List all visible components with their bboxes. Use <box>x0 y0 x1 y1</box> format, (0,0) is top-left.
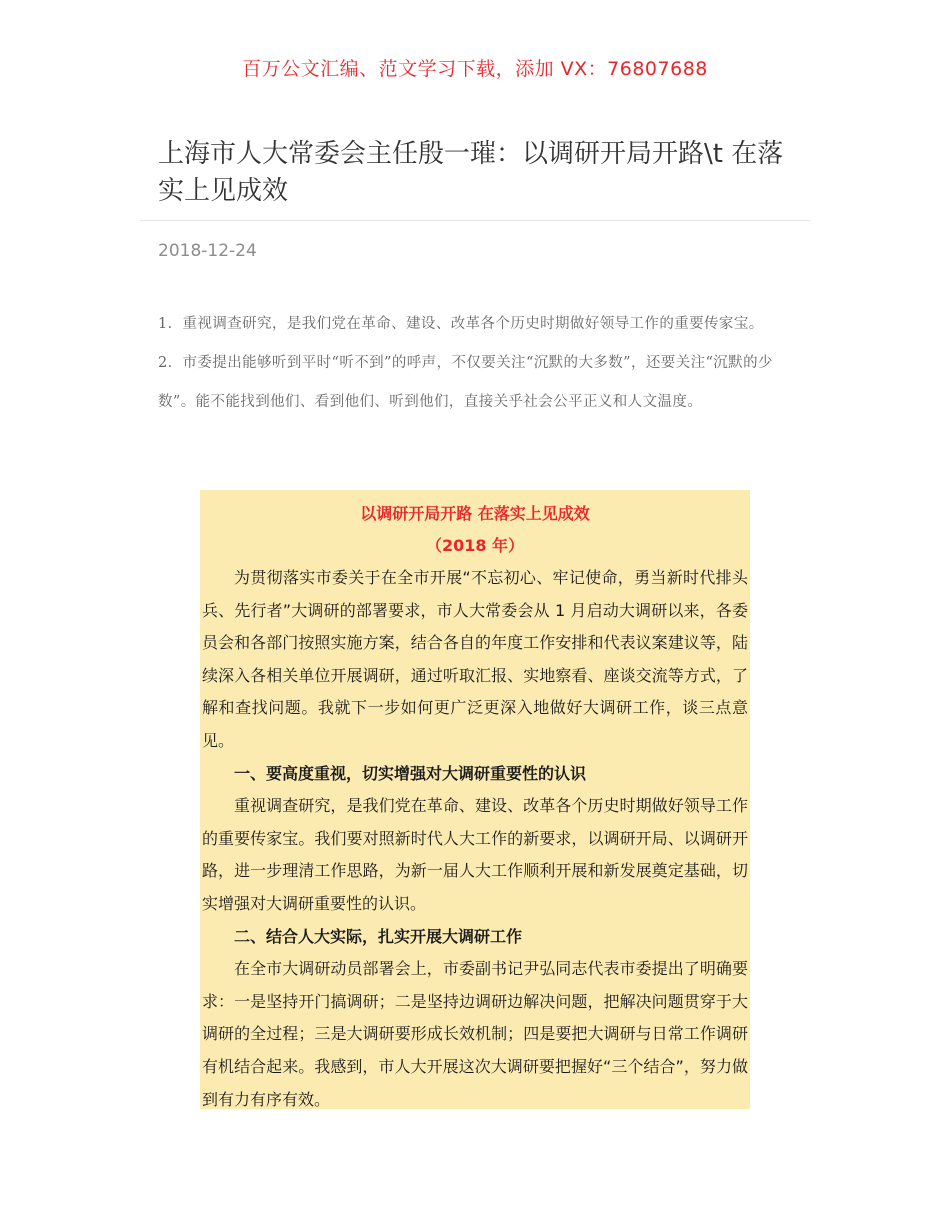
article-title: 上海市人大常委会主任殷一璀：以调研开局开路\t 在落实上见成效 <box>158 139 784 206</box>
summary-item: 2．市委提出能够听到平时“听不到”的呼声，不仅要关注“沉默的大多数”，还要关注“沉默的少数”。能不能找到他们、看到他们、听到他们，直接关乎社会公平正义和人文温度。 <box>158 355 773 410</box>
notice-title: 以调研开局开路 在落实上见成效 <box>360 504 590 523</box>
summary-item: 1．重视调查研究，是我们党在革命、建设、改革各个历史时期做好领导工作的重要传家宝。 <box>158 316 764 332</box>
highlighted-notice-box <box>200 490 750 1109</box>
notice-section-heading: 一、要高度重视，切实增强对大调研重要性的认识 <box>234 763 587 783</box>
promo-banner: 百万公文汇编、范文学习下载，添加 VX：76807688 <box>242 58 708 80</box>
notice-year: （2018 年） <box>425 536 525 555</box>
notice-paragraph: 重视调查研究，是我们党在革命、建设、改革各个历史时期做好领导工作的重要传家宝。我们要对照新时代人大工作的新要求，以调研开局、以调研开路，进一步理清工作思路，为新一届人大工作顺利开展和新发展奠定基础，切实增强对大调研重要性的认识。 <box>202 796 748 913</box>
notice-paragraph: 为贯彻落实市委关于在全市开展“不忘初心、牢记使命，勇当新时代排头兵、先行者”大调研的部署要求，市人大常委会从 1 月启动大调研以来，各委员会和各部门按照实施方案，结合各自的年度工作安排和代表议案建议等，陆续深入各相关单位开展调研，通过听取汇报、实地察看、座谈交流等方式，了解和查找问题。我就下一步如何更广泛更深入地做好大调研工作，谈三点意见。 <box>202 568 748 750</box>
title-divider <box>140 220 810 221</box>
article-summary <box>158 305 788 422</box>
notice-paragraph: 在全市大调研动员部署会上，市委副书记尹弘同志代表市委提出了明确要求：一是坚持开门搞调研；二是坚持边调研边解决问题，把解决问题贯穿于大调研的全过程；三是大调研要形成长效机制；四是要把大调研与日常工作调研有机结合起来。我感到，市人大开展这次大调研要把握好“三个结合”，努力做到有力有序有效。 <box>202 959 748 1109</box>
notice-section-heading: 二、结合人大实际，扎实开展大调研工作 <box>234 926 523 946</box>
article-date: 2018-12-24 <box>158 241 257 261</box>
